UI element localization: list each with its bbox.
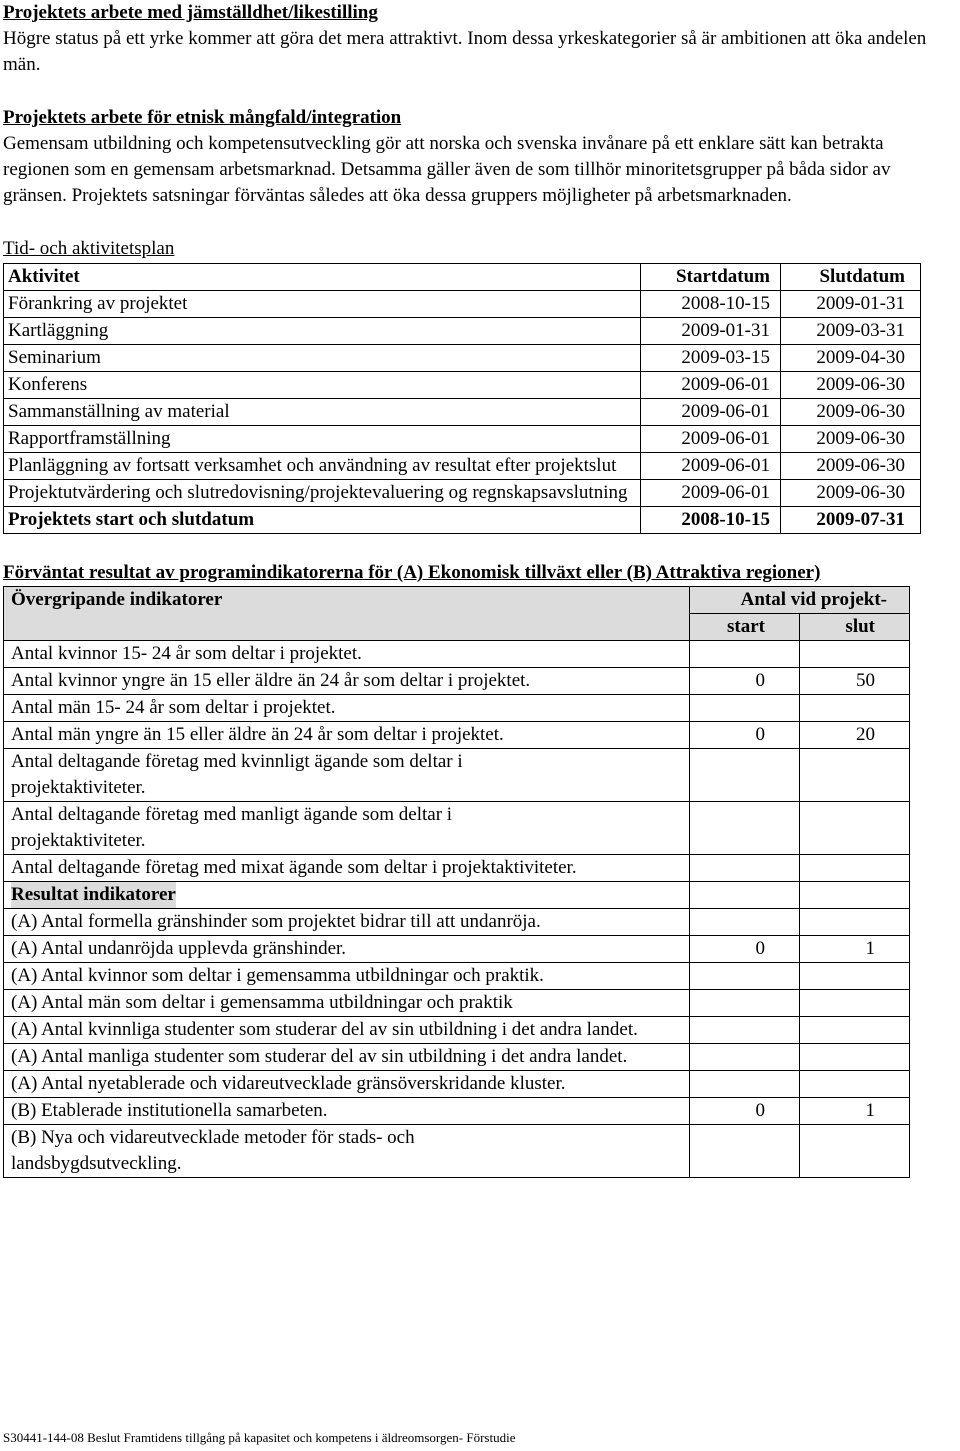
section-heading: Projektets arbete för etnisk mångfald/integration <box>3 107 402 128</box>
section-label: Resultat indikatorer <box>11 882 176 908</box>
table-row: Kartläggning 2009-01-31 2009-03-31 <box>4 318 921 345</box>
table-row: Antal män 15- 24 år som deltar i projektet. <box>4 695 910 722</box>
plan-title: Tid- och aktivitetsplan <box>3 238 175 259</box>
section-diversity <box>3 105 953 209</box>
table-header-row <box>4 264 921 291</box>
table-total-row: Projektets start och slutdatum 2008-10-15 2009-07-31 <box>4 507 921 534</box>
table-row: Antal män yngre än 15 eller äldre än 24 år som deltar i projektet. 0 20 <box>4 722 910 749</box>
table-row: (B) Nya och vidareutvecklade metoder för stads- och landsbygdsutveckling. <box>4 1125 910 1178</box>
table-row: Antal deltagande företag med mixat ägande som deltar i projektaktiviteter. <box>4 855 910 882</box>
table-row: Antal deltagande företag med kvinnligt ägande som deltar i projektaktiviteter. <box>4 749 910 802</box>
indicator-table <box>3 586 910 1178</box>
col-header-start: start <box>690 614 800 641</box>
table-row: (A) Antal undanröjda upplevda gränshinder. 0 1 <box>4 936 910 963</box>
table-row: Planläggning av fortsatt verksamhet och användning av resultat efter projektslut 2009-06-01 2009-06-30 <box>4 453 921 480</box>
col-header-activity: Aktivitet <box>4 264 641 291</box>
table-row: Konferens 2009-06-01 2009-06-30 <box>4 372 921 399</box>
table-header-row <box>4 587 910 614</box>
col-header-count: Antal vid projekt- <box>690 587 910 614</box>
results-title: Förväntat resultat av programindikatorerna för (A) Ekonomisk tillväxt eller (B) Attraktiva regioner) <box>3 562 821 583</box>
table-row: Rapportframställning 2009-06-01 2009-06-30 <box>4 426 921 453</box>
section-equality <box>3 0 953 78</box>
col-header-overall: Övergripande indikatorer <box>4 587 690 641</box>
activity-plan-table <box>3 263 921 534</box>
table-row: Antal kvinnor yngre än 15 eller äldre än 24 år som deltar i projektet. 0 50 <box>4 668 910 695</box>
table-row: (A) Antal manliga studenter som studerar del av sin utbildning i det andra landet. <box>4 1044 910 1071</box>
col-header-end: Slutdatum <box>781 264 921 291</box>
page-footer: S30441-144-08 Beslut Framtidens tillgång på kapasitet och kompetens i äldreomsorgen- Förstudie <box>3 1430 516 1445</box>
table-row: Förankring av projektet 2008-10-15 2009-01-31 <box>4 291 921 318</box>
table-row: (A) Antal formella gränshinder som projektet bidrar till att undanröja. <box>4 909 910 936</box>
table-row: (B) Etablerade institutionella samarbeten. 0 1 <box>4 1098 910 1125</box>
table-row: Sammanställning av material 2009-06-01 2009-06-30 <box>4 399 921 426</box>
col-header-end: slut <box>800 614 910 641</box>
table-row: Seminarium 2009-03-15 2009-04-30 <box>4 345 921 372</box>
table-row: (A) Antal kvinnliga studenter som studerar del av sin utbildning i det andra landet. <box>4 1017 910 1044</box>
table-row: Projektutvärdering och slutredovisning/projektevaluering og regnskapsavslutning 2009-06-01 2009-06-30 <box>4 480 921 507</box>
table-row: (A) Antal kvinnor som deltar i gemensamma utbildningar och praktik. <box>4 963 910 990</box>
table-row: (A) Antal män som deltar i gemensamma utbildningar och praktik <box>4 990 910 1017</box>
table-row: Antal deltagande företag med manligt ägande som deltar i projektaktiviteter. <box>4 802 910 855</box>
section-text: Gemensam utbildning och kompetensutveckling gör att norska och svenska invånare på ett enklare sätt kan betrakta regionen som en gemensam arbetsmarknad. Detsamma gäller även de som tillhör minoritetsgrupper på båda sidor av gränsen. Projektets satsningar förväntas således att öka dessa gruppers möjligheter på arbetsmarknaden. <box>3 133 891 206</box>
section-heading: Projektets arbete med jämställdhet/likestilling <box>3 2 378 23</box>
table-row: (A) Antal nyetablerade och vidareutvecklade gränsöverskridande kluster. <box>4 1071 910 1098</box>
section-text: Högre status på ett yrke kommer att göra det mera attraktivt. Inom dessa yrkeskategorier så är ambitionen att öka andelen män. <box>3 28 927 75</box>
table-section-row <box>4 882 910 909</box>
document-page <box>3 0 953 1178</box>
col-header-start: Startdatum <box>641 264 781 291</box>
table-row: Antal kvinnor 15- 24 år som deltar i projektet. <box>4 641 910 668</box>
